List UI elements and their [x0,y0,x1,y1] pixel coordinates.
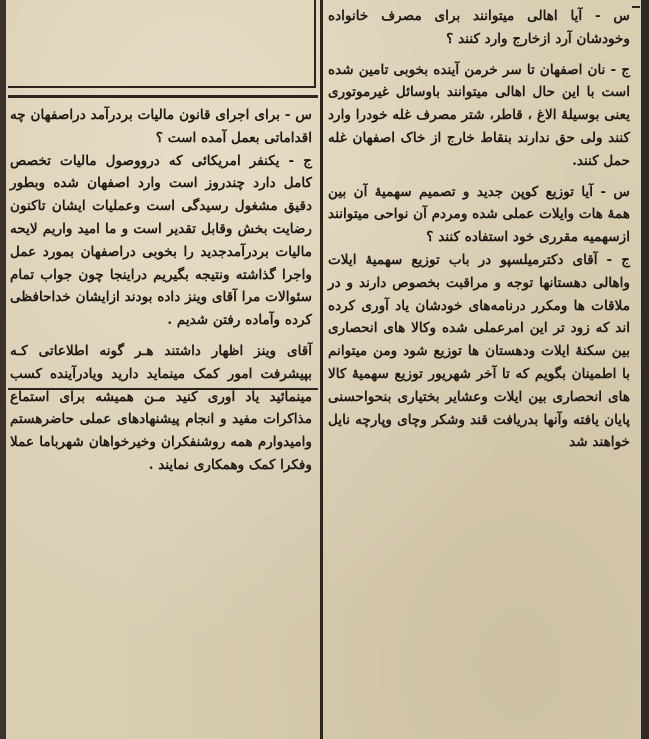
question-paragraph-3: س - برای اجرای قانون مالیات بردرآمد دراصفهان چه اقداماتی بعمل آمده است ؟ [10,107,312,146]
top-corner-mark [632,0,640,8]
question-paragraph-2: س - آیا توزیع کوپن جدید و تصمیم سهمیهٔ آن بین همهٔ هات وایلات عملی شده ومردم آن نواحی میتوانند ازسهمیه مقرری خود استفاده کنند ؟ [328,183,630,246]
answer-paragraph-2: ج - آقای دکترمیلسپو در باب توزیع سهمیهٔ ایلات واهالی دهستانها توجه و مراقبت بخصوص دارند و در ملاقات ها ومکرر درنامه‌های خودشان یاد آوری کرده اند که زود تر این امرعملی شده وکالا های انحصاری بین سکنهٔ ایلات ودهستان ها توزیع شود ومن میتوانم با اطمینان بگویم که تا آخر شهریور توزیع سهمیهٔ کالا های انحصاری بین ایلات وعشایر بختیاری بنحواحسنی پایان یافته وآنها بدریافت قند وشکر وچای وپارچه نایل خواهند شد [328,251,630,451]
right-column [328,5,630,454]
answer-paragraph-1: ج - نان اصفهان تا سر خرمن آینده بخوبی تامین شده است با این حال اهالی میتوانند باوسائل غیرموتوری یعنی بوسیلهٔ الاغ ، قاطر، شتر مصرف غله خودرا وارد کنند ولی حق ندارند بنقاط خارج از خاک اصفهان غله حمل کنند. [328,61,630,169]
answer-paragraph-3: ج - یکنفر امریکائی که درووصول مالیات تخصص کامل دارد چندروز است وارد اصفهان شده وبطور دقیق مشغول رسیدگی است وعملیات ایشان تاکنون رضایت بخش وقابل تقدیر است و ما امید واریم لایحه مالیات بردرآمدجدید را بخوبی دراصفهان بمورد عمل واجرا گذاشته ونتیجه بگیریم دراینجا چون جواب تمام سئوالات مرا آقای وینز داده بودند ازایشان خداحافظی کرده وآماده رفتن شدیم . [10,152,312,329]
page-edge-left [0,0,6,739]
closing-paragraph: آقای وینز اظهار داشتند هـر گونه اطلاعاتی کـه بپیشرفت امور کمک مینماید دارید ویادرآینده کسب مینمائید یاد آوری کنید مـن همیشه برای استماع مذاکرات مفید و انجام پیشنهادهای عملی حاضرهستم وامیدوارم همه روشنفکران وخیرخواهان شهرباما عملا وفکرا کمک وهمکاری نمایند . [10,342,312,473]
page-edge-right [641,0,649,739]
previous-article-box [8,0,316,88]
column-divider [320,0,323,739]
left-column [10,104,312,477]
horizontal-rule [8,95,318,98]
question-paragraph-1: س - آیا اهالی میتوانند برای مصرف خانواده وخودشان آرد ازخارج وارد کنند ؟ [328,8,630,47]
